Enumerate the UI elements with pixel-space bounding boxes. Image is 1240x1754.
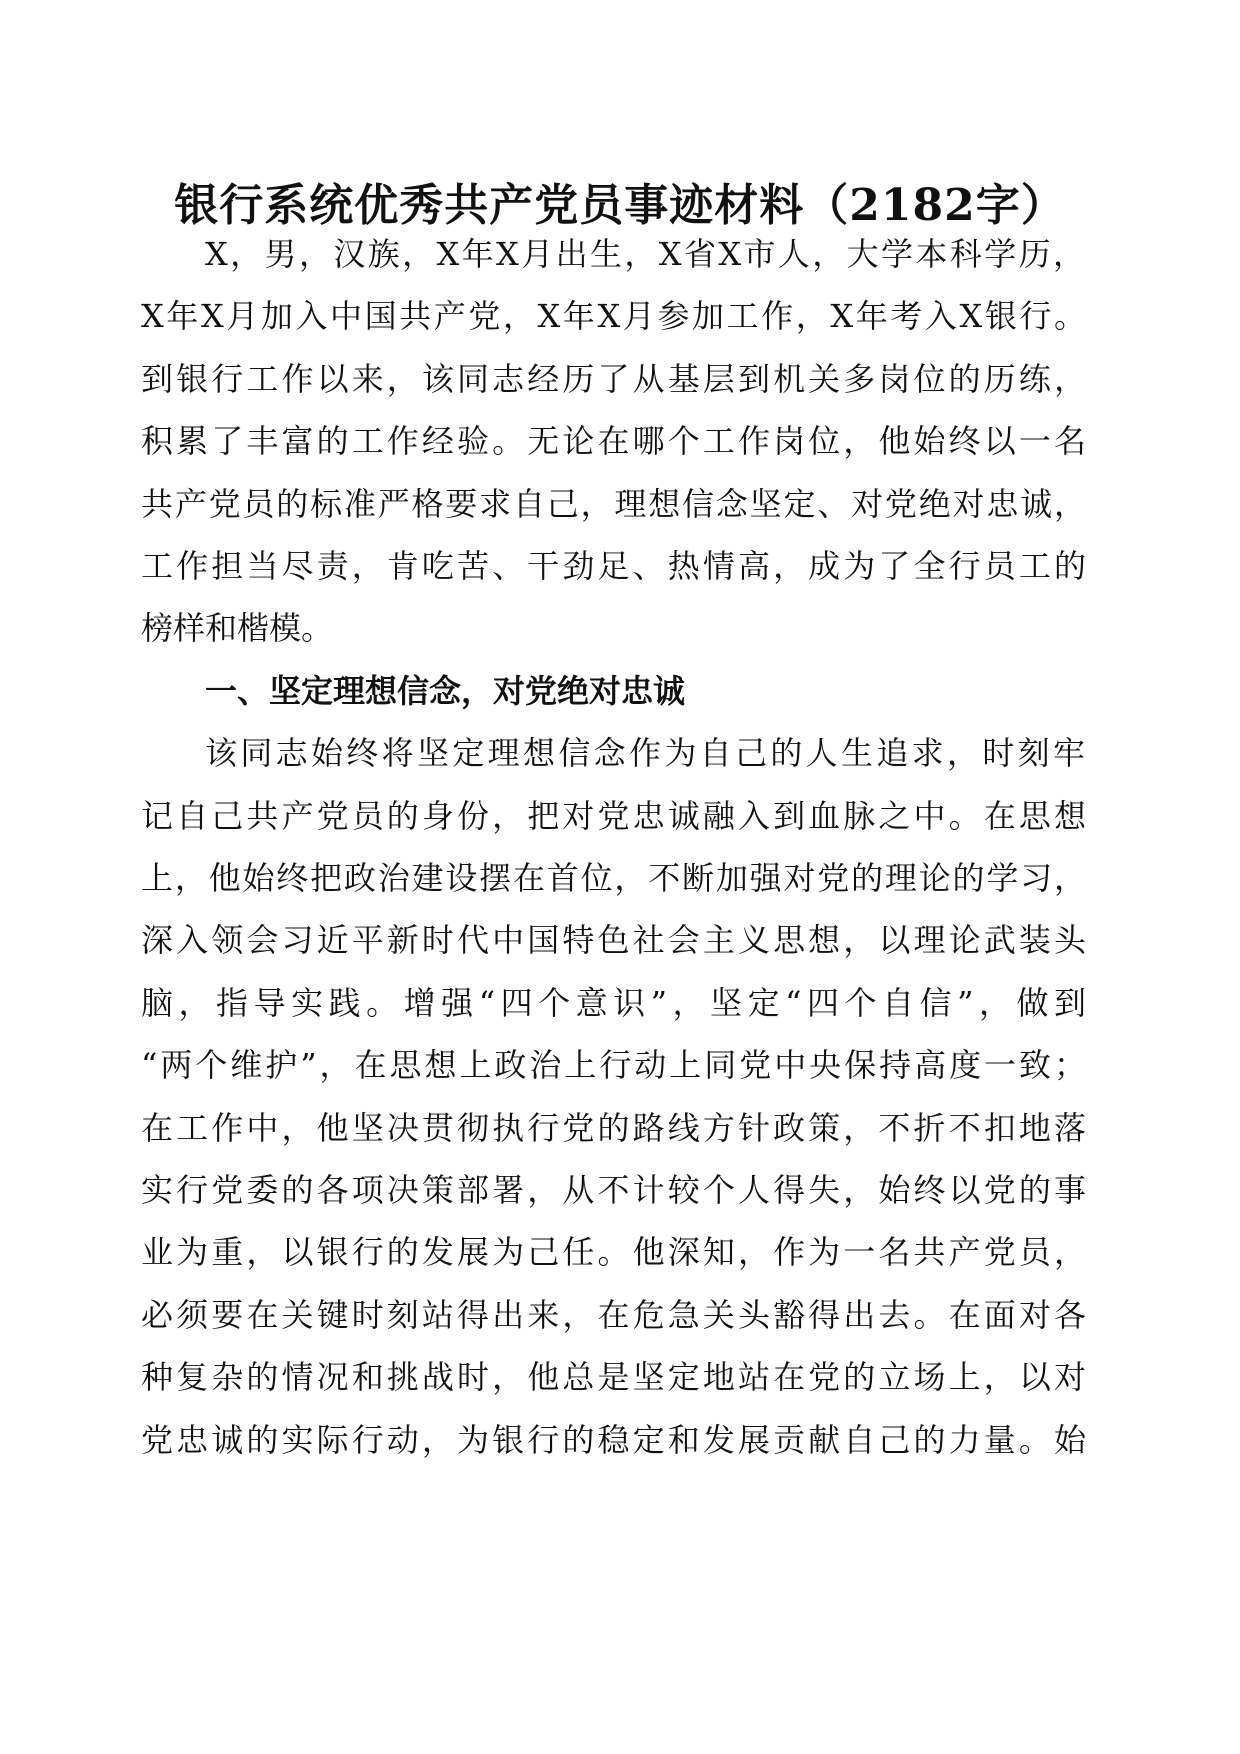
document-title: 银行系统优秀共产党员事迹材料（2182字）: [174, 180, 1066, 231]
paragraph-line: 实行党委的各项决策部署，从不计较个人得失，始终以党的事: [141, 1171, 1086, 1209]
paragraph-line: 工作担当尽责，肯吃苦、干劲足、热情高，成为了全行员工的: [141, 547, 1086, 585]
paragraph-line: X，男，汉族，X年X月出生，X省X市人，大学本科学历，: [205, 235, 1085, 273]
paragraph-line: 到银行工作以来，该同志经历了从基层到机关多岗位的历练，: [141, 360, 1086, 398]
paragraph-line: 共产党员的标准严格要求自己，理想信念坚定、对党绝对忠诚，: [141, 485, 1086, 523]
paragraph-line: 榜样和楷模。: [141, 609, 334, 647]
paragraph-line: 必须要在关键时刻站得出来，在危急关头豁得出去。在面对各: [141, 1296, 1086, 1334]
paragraph-line: “两个维护”，在思想上政治上行动上同党中央保持高度一致；: [141, 1046, 1086, 1084]
paragraph-line: 党忠诚的实际行动，为银行的稳定和发展贡献自己的力量。始: [141, 1421, 1086, 1459]
paragraph-line: 该同志始终将坚定理想信念作为自己的人生追求，时刻牢: [205, 734, 1085, 772]
paragraph-line: 积累了丰富的工作经验。无论在哪个工作岗位，他始终以一名: [141, 422, 1086, 460]
paragraph-line: 脑，指导实践。增强“四个意识”，坚定“四个自信”，做到: [141, 984, 1086, 1022]
paragraph-line: 记自己共产党员的身份，把对党忠诚融入到血脉之中。在思想: [141, 797, 1086, 835]
paragraph-line: 在工作中，他坚决贯彻执行党的路线方针政策，不折不扣地落: [141, 1109, 1086, 1147]
paragraph-line: 上，他始终把政治建设摆在首位，不断加强对党的理论的学习，: [141, 859, 1086, 897]
paragraph-line: 种复杂的情况和挑战时，他总是坚定地站在党的立场上，以对: [141, 1358, 1086, 1396]
paragraph-line: 业为重，以银行的发展为己任。他深知，作为一名共产党员，: [141, 1233, 1086, 1271]
paragraph-line: 深入领会习近平新时代中国特色社会主义思想，以理论武装头: [141, 921, 1086, 959]
section-heading: 一、坚定理想信念，对党绝对忠诚: [205, 672, 686, 710]
paragraph-line: X年X月加入中国共产党，X年X月参加工作，X年考入X银行。: [141, 297, 1086, 335]
